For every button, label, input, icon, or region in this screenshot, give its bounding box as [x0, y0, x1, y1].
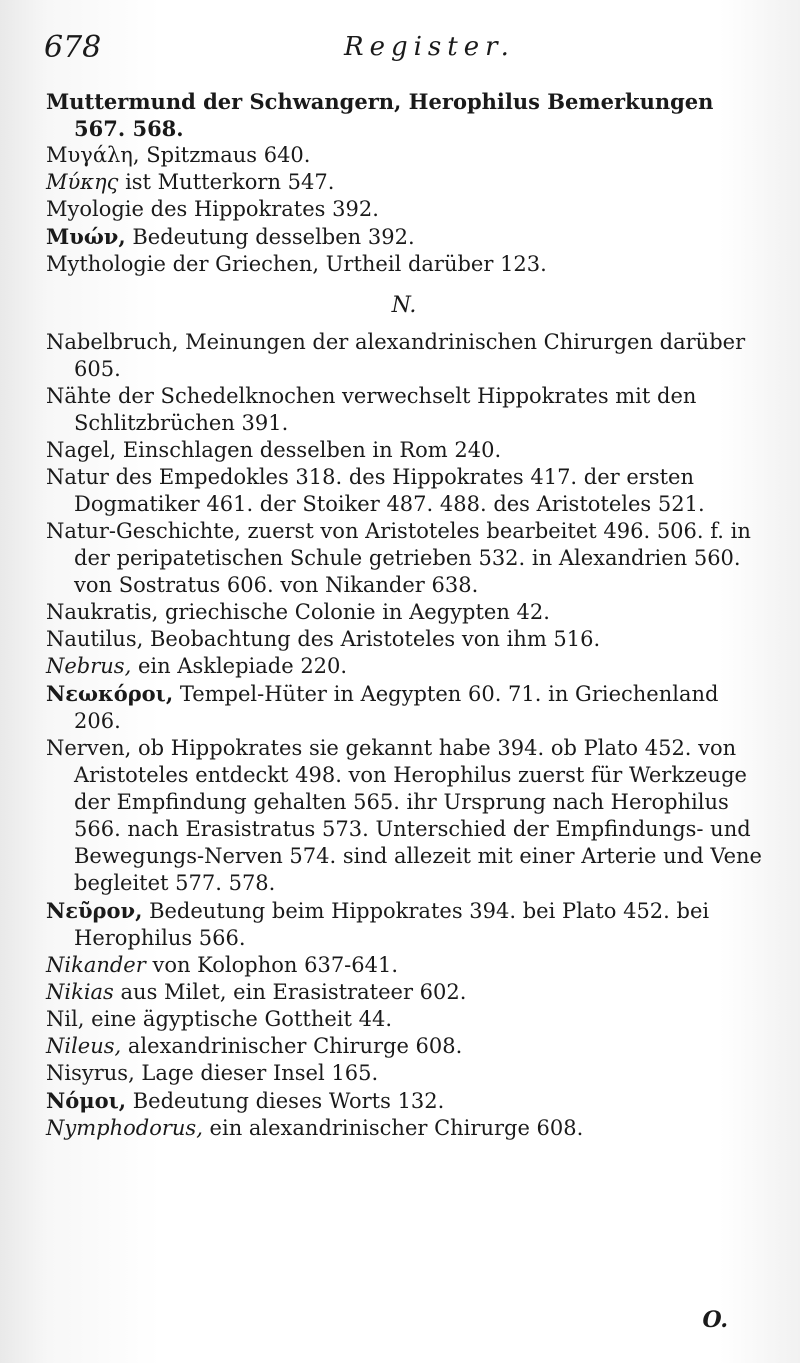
index-entry [46, 518, 762, 599]
index-entry [46, 464, 762, 518]
index-entry [46, 626, 762, 653]
index-references: Tempel-Hüter in Aegypten 60. 71. in Griechenland 206. [74, 682, 719, 733]
index-entry [46, 169, 762, 196]
index-term: Myologie [46, 197, 144, 221]
index-term: Muttermund der Schwangern, [46, 89, 402, 114]
index-references: ist Mutterkorn 547. [118, 170, 335, 194]
page-number: 678 [44, 30, 102, 65]
index-term: Nil, [46, 1007, 85, 1031]
index-references: ein Asklepiade 220. [131, 654, 348, 678]
index-entry [46, 223, 762, 251]
index-term: Mythologie [46, 252, 166, 276]
index-references: des Hippokrates 392. [143, 197, 379, 221]
page-header [44, 30, 764, 70]
index-term: Nabelbruch, [46, 330, 179, 354]
index-term: Nebrus, [46, 654, 132, 678]
index-entry [46, 735, 762, 897]
index-entry [46, 383, 762, 437]
index-entry [46, 329, 762, 383]
index-references: von Kolophon 637-641. [145, 953, 399, 977]
index-term: Nikias [46, 980, 114, 1004]
index-references: zuerst von Aristoteles bearbeitet 496. 506. f. in der peripatetischen Schule getrieben 532. in Alexandrien 560. von Sostratus 606. von Nikander 638. [74, 519, 751, 597]
index-section-m [46, 88, 762, 278]
index-references: der Schedelknochen verwechselt Hippokrates mit den Schlitzbrüchen 391. [74, 384, 697, 435]
index-entry [46, 1006, 762, 1033]
index-references: Bedeutung desselben 392. [125, 225, 415, 249]
index-references: Meinungen der alexandrinischen Chirurgen darüber 605. [74, 330, 746, 381]
index-references: aus Milet, ein Erasistrateer 602. [113, 980, 467, 1004]
index-references: ein alexandrinischer Chirurge 608. [202, 1116, 584, 1140]
index-references: des Empedokles 318. des Hippokrates 417. der ersten Dogmatiker 461. der Stoiker 487. 488. des Aristoteles 521. [74, 465, 705, 516]
index-references: Bedeutung dieses Worts 132. [126, 1089, 445, 1113]
index-term: Nileus, [46, 1034, 122, 1058]
index-term: Nähte [46, 384, 112, 408]
index-term: Nikander [46, 953, 146, 977]
index-section-n [46, 329, 762, 1142]
index-term: Νεωκόροι, [46, 681, 174, 706]
index-entry [46, 88, 762, 142]
index-entry [46, 251, 762, 278]
index-term: Νεῦρον, [46, 898, 143, 923]
index-references: ob Hippokrates sie gekannt habe 394. ob Plato 452. von Aristoteles entdeckt 498. von Herophilus zuerst für Werkzeuge der Empfindung gehalten 565. ihr Ursprung nach Herophilus 566. nach Erasistratus 573. Unterschied der Empfindungs- und Bewegungs-Nerven 574. sind allezeit mit einer Arterie und Vene begleitet 577. 578. [74, 736, 762, 895]
index-term: Natur [46, 465, 109, 489]
index-entry [46, 897, 762, 952]
index-entry [46, 142, 762, 169]
index-entry [46, 599, 762, 626]
index-term: Μυγάλη, [46, 143, 140, 167]
index-references: eine ägyptische Gottheit 44. [84, 1007, 392, 1031]
index-entry [46, 1060, 762, 1087]
index-references: Lage dieser Insel 165. [134, 1061, 379, 1085]
index-term: Μύκης [46, 170, 119, 194]
index-entry [46, 653, 762, 680]
index-term: Νόμοι, [46, 1088, 127, 1113]
index-entry [46, 1033, 762, 1060]
index-entry [46, 1087, 762, 1115]
index-references: Spitzmaus 640. [139, 143, 311, 167]
index-entry [46, 979, 762, 1006]
index-references: griechische Colonie in Aegypten 42. [158, 600, 550, 624]
index-term: Naukratis, [46, 600, 159, 624]
index-term: Nerven, [46, 736, 132, 760]
index-references: Bedeutung beim Hippokrates 394. bei Plato 452. bei Herophilus 566. [74, 899, 710, 950]
index-entries [46, 88, 762, 1142]
index-term: Nagel, [46, 438, 117, 462]
section-letter: N. [391, 293, 417, 318]
index-entry [46, 1115, 762, 1142]
index-references: der Griechen, Urtheil darüber 123. [165, 252, 547, 276]
index-entry [46, 952, 762, 979]
index-term: Natur-Geschichte, [46, 519, 241, 543]
index-entry [46, 437, 762, 464]
index-entry [46, 196, 762, 223]
index-references: Herophilus Bemerkungen 567. 568. [74, 89, 714, 141]
catchword: O. [702, 1307, 728, 1333]
index-references: alexandrinischer Chirurge 608. [121, 1034, 463, 1058]
index-references: Beobachtung des Aristoteles von ihm 516. [143, 627, 601, 651]
index-term: Nymphodorus, [46, 1116, 203, 1140]
index-references: Einschlagen desselben in Rom 240. [116, 438, 502, 462]
index-term: Nisyrus, [46, 1061, 135, 1085]
index-term: Nautilus, [46, 627, 144, 651]
index-entry [46, 680, 762, 735]
running-head: Register. [344, 32, 515, 62]
index-term: Μυών, [46, 224, 126, 249]
